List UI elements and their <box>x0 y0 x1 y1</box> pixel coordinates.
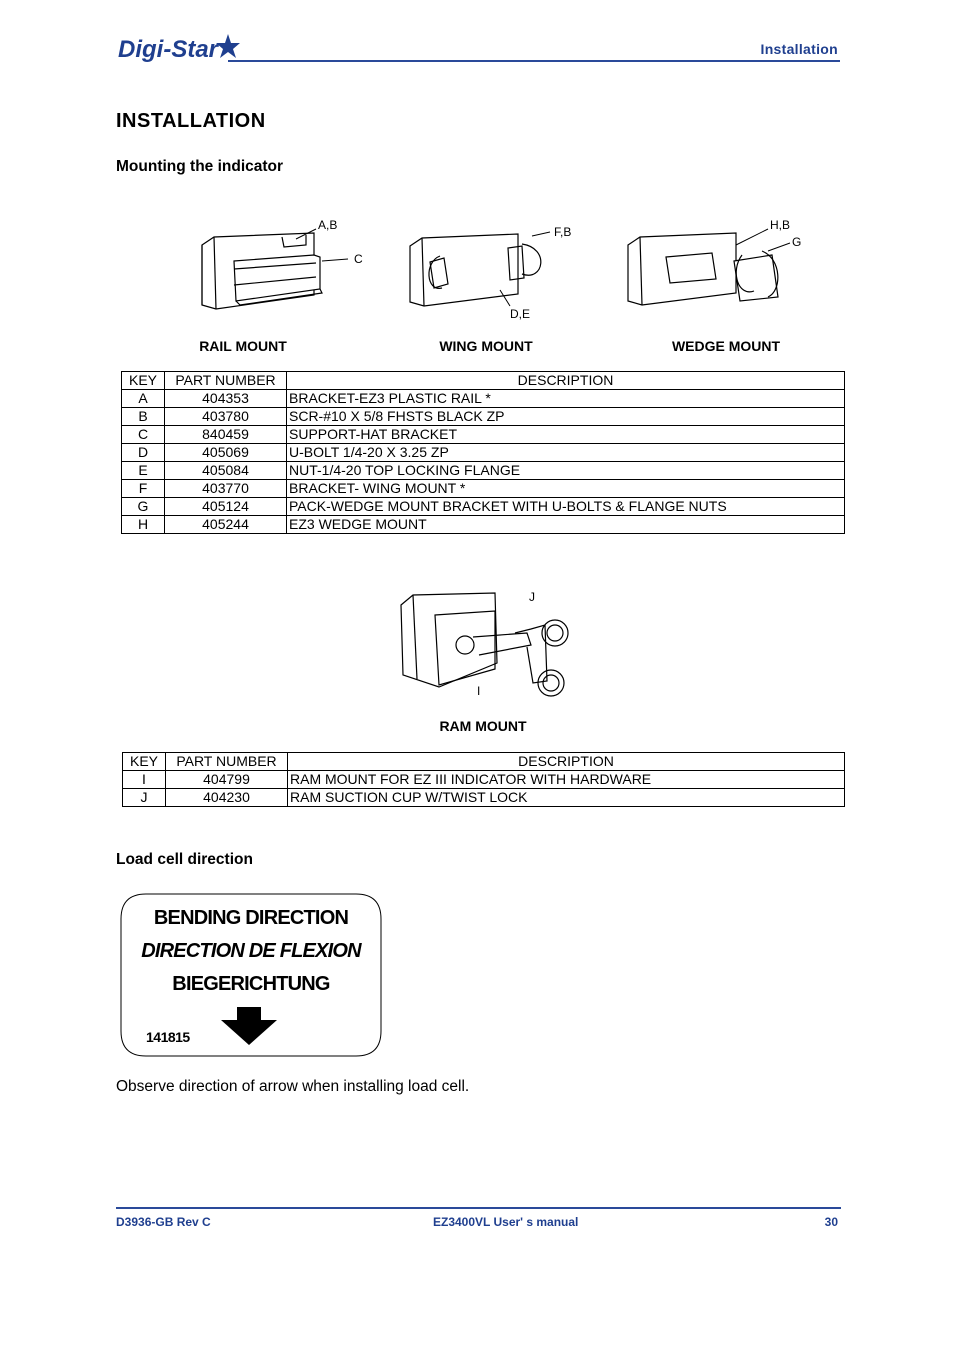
callout-hb: H,B <box>770 218 791 232</box>
caption-rail-mount: RAIL MOUNT <box>199 338 287 354</box>
header-description: DESCRIPTION <box>288 753 845 771</box>
cell-key: D <box>122 444 165 462</box>
cell-part-number: 405124 <box>165 498 287 516</box>
cell-key: E <box>122 462 165 480</box>
cell-part-number: 404799 <box>166 771 288 789</box>
digi-star-logo <box>116 30 241 66</box>
caption-ram-mount: RAM MOUNT <box>439 718 527 734</box>
callout-g: G <box>792 235 802 249</box>
caption-wing-mount: WING MOUNT <box>439 338 533 354</box>
header-part-number: PART NUMBER <box>165 372 287 390</box>
header-description: DESCRIPTION <box>287 372 845 390</box>
cell-description: NUT-1/4-20 TOP LOCKING FLANGE <box>287 462 845 480</box>
logo-text: Digi-Star <box>118 36 219 63</box>
cell-key: B <box>122 408 165 426</box>
footer-doc-number: D3936-GB Rev C <box>116 1215 211 1229</box>
cell-description: BRACKET- WING MOUNT * <box>287 480 845 498</box>
ram-parts-table <box>122 752 845 807</box>
cell-description: SUPPORT-HAT BRACKET <box>287 426 845 444</box>
cell-key: I <box>123 771 166 789</box>
header-divider <box>228 60 840 62</box>
cell-part-number: 405244 <box>165 516 287 534</box>
rail-mount-drawing <box>196 215 371 315</box>
header-part-number: PART NUMBER <box>166 753 288 771</box>
cell-part-number: 405084 <box>165 462 287 480</box>
cell-key: C <box>122 426 165 444</box>
label-line-german: BIEGERICHTUNG <box>172 973 330 995</box>
ram-mount-drawing <box>395 585 575 700</box>
cell-description: BRACKET-EZ3 PLASTIC RAIL * <box>287 390 845 408</box>
cell-description: RAM MOUNT FOR EZ III INDICATOR WITH HARDWARE <box>288 771 845 789</box>
star-icon <box>216 34 240 58</box>
header-title: Installation <box>760 41 838 57</box>
cell-description: EZ3 WEDGE MOUNT <box>287 516 845 534</box>
cell-part-number: 840459 <box>165 426 287 444</box>
callout-c: C <box>354 252 363 266</box>
cell-description: U-BOLT 1/4-20 X 3.25 ZP <box>287 444 845 462</box>
header-key: KEY <box>122 372 165 390</box>
wing-mount-drawing <box>404 222 579 322</box>
cell-part-number: 403770 <box>165 480 287 498</box>
callout-fb: F,B <box>554 225 572 239</box>
footer-page-number: 30 <box>824 1215 838 1229</box>
cell-key: J <box>123 789 166 807</box>
table-row <box>122 498 845 516</box>
callout-j: J <box>529 590 535 604</box>
label-line-english: BENDING DIRECTION <box>153 907 349 929</box>
section-heading-load-cell: Load cell direction <box>116 851 253 868</box>
footer-manual-title: EZ3400VL User' s manual <box>433 1215 579 1229</box>
page-title: INSTALLATION <box>116 110 266 132</box>
table-row <box>123 771 845 789</box>
cell-description: SCR-#10 X 5/8 FHSTS BLACK ZP <box>287 408 845 426</box>
table-header-row <box>122 372 845 390</box>
cell-part-number: 403780 <box>165 408 287 426</box>
callout-de: D,E <box>510 307 531 321</box>
label-part-number: 141815 <box>146 1029 190 1045</box>
table-row <box>122 390 845 408</box>
table-row <box>123 789 845 807</box>
section-heading-mounting: Mounting the indicator <box>116 158 284 175</box>
cell-description: PACK-WEDGE MOUNT BRACKET WITH U-BOLTS & FLANGE NUTS <box>287 498 845 516</box>
table-row <box>122 408 845 426</box>
cell-key: G <box>122 498 165 516</box>
cell-key: A <box>122 390 165 408</box>
mounting-parts-table <box>121 371 845 534</box>
footer-divider <box>116 1207 841 1209</box>
table-row <box>122 516 845 534</box>
instruction-text: Observe direction of arrow when installing load cell. <box>116 1078 470 1095</box>
table-row <box>122 462 845 480</box>
callout-i: I <box>477 684 481 698</box>
bending-direction-label <box>120 893 382 1057</box>
cell-part-number: 404353 <box>165 390 287 408</box>
wedge-mount-drawing <box>622 215 812 315</box>
caption-wedge-mount: WEDGE MOUNT <box>671 338 781 354</box>
table-row <box>122 444 845 462</box>
cell-description: RAM SUCTION CUP W/TWIST LOCK <box>288 789 845 807</box>
table-header-row <box>123 753 845 771</box>
cell-key: H <box>122 516 165 534</box>
callout-ab: A,B <box>318 218 338 232</box>
cell-part-number: 404230 <box>166 789 288 807</box>
table-row <box>122 426 845 444</box>
cell-part-number: 405069 <box>165 444 287 462</box>
label-line-french: DIRECTION DE FLEXION <box>141 940 361 962</box>
header-key: KEY <box>123 753 166 771</box>
cell-key: F <box>122 480 165 498</box>
table-row <box>122 480 845 498</box>
